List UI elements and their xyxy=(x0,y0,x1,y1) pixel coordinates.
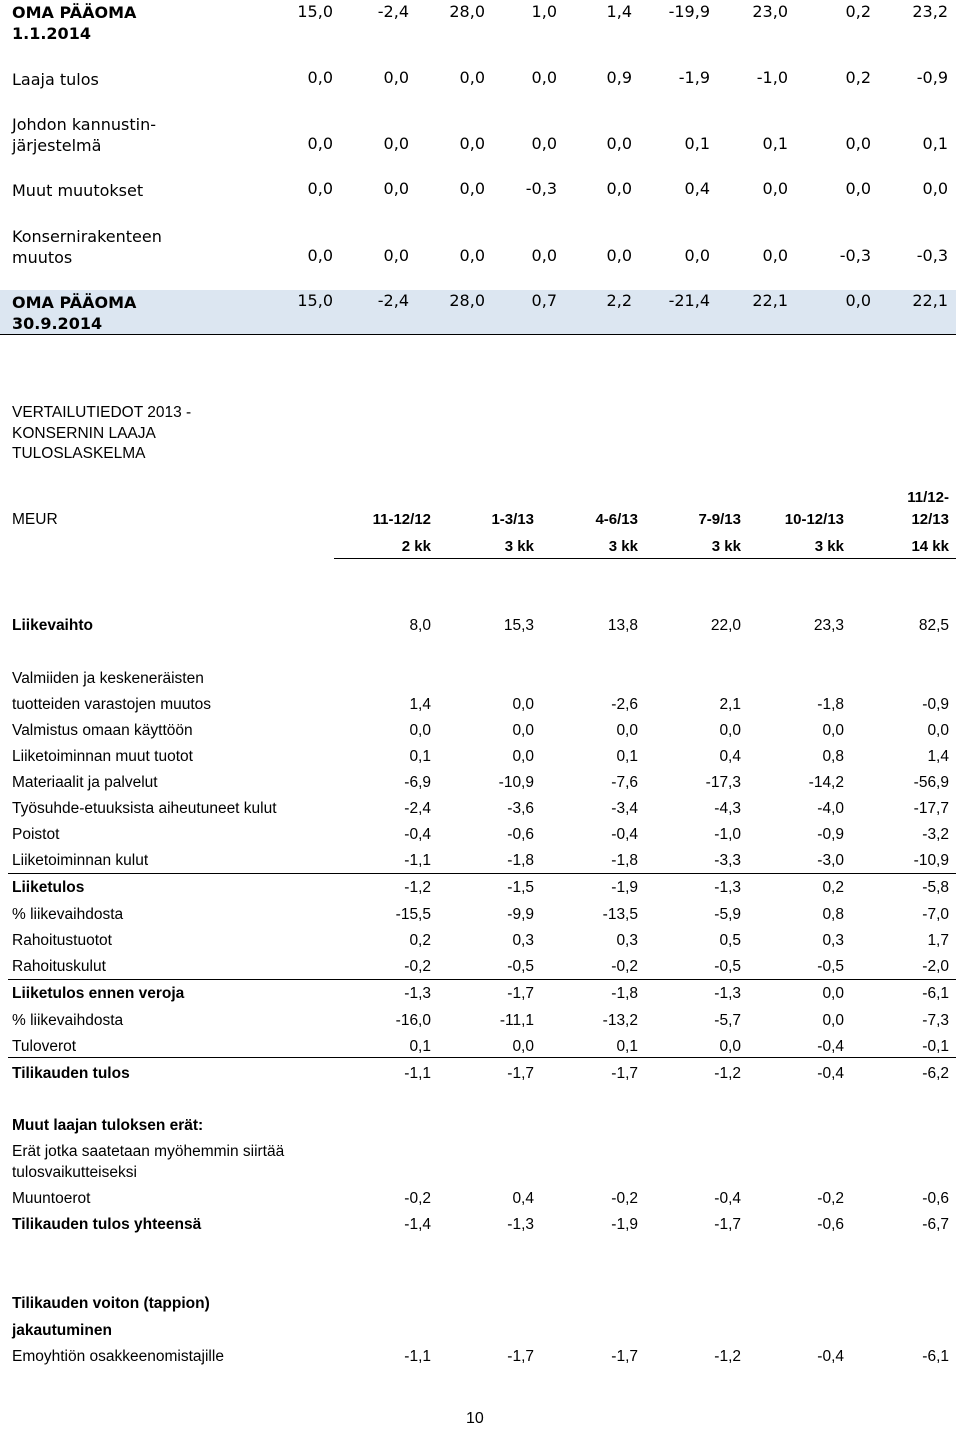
statement-value-cell: -5,7 xyxy=(714,1012,741,1029)
equity-value-cell: 0,0 xyxy=(845,134,871,153)
statement-value-cell: 0,0 xyxy=(616,722,638,739)
statement-row-label: Liikevaihto xyxy=(12,617,93,634)
statement-value-cell: 0,3 xyxy=(512,932,534,949)
statement-value-cell: 2,1 xyxy=(719,696,741,713)
equity-value-cell: 0,0 xyxy=(845,291,871,310)
equity-value-cell: 0,0 xyxy=(307,246,333,265)
statement-row xyxy=(0,1038,956,1064)
statement-row-label: jakautuminen xyxy=(12,1322,112,1339)
statement-value-cell: 22,0 xyxy=(710,617,741,634)
statement-row-label: Tilikauden tulos yhteensä xyxy=(12,1216,202,1233)
statement-value-cell: 23,3 xyxy=(813,617,844,634)
duration-header: 14 kk xyxy=(911,538,949,555)
equity-value-cell: -0,3 xyxy=(839,246,871,265)
statement-value-cell: -0,2 xyxy=(611,1190,638,1207)
statement-value-cell: -9,9 xyxy=(507,906,534,923)
equity-row-label: OMA PÄÄOMA xyxy=(12,3,137,22)
equity-value-cell: 0,2 xyxy=(845,2,871,21)
statement-value-cell: -0,9 xyxy=(922,696,949,713)
equity-value-cell: 0,0 xyxy=(922,179,948,198)
period-header: 11-12/12 xyxy=(372,511,431,528)
statement-value-cell: -1,0 xyxy=(714,826,741,843)
header-underline xyxy=(334,558,956,559)
statement-row-label: Poistot xyxy=(12,826,60,843)
statement-row xyxy=(0,617,956,643)
duration-header: 3 kk xyxy=(608,538,638,555)
statement-value-cell: -0,4 xyxy=(817,1348,844,1365)
statement-value-cell: 0,3 xyxy=(616,932,638,949)
statement-value-cell: -0,2 xyxy=(404,1190,431,1207)
statement-value-cell: -1,9 xyxy=(611,879,638,896)
equity-value-cell: 0,9 xyxy=(606,68,632,87)
statement-row xyxy=(0,1117,956,1143)
equity-value-cell: 0,0 xyxy=(307,134,333,153)
equity-value-cell: -2,4 xyxy=(377,2,409,21)
title-line: KONSERNIN LAAJA xyxy=(12,424,156,442)
statement-value-cell: 0,3 xyxy=(822,932,844,949)
statement-row-label: Liiketulos ennen veroja xyxy=(12,985,185,1002)
statement-value-cell: -1,8 xyxy=(611,985,638,1002)
subtotal-rule xyxy=(8,979,956,980)
statement-value-cell: -1,7 xyxy=(714,1216,741,1233)
equity-value-cell: 0,0 xyxy=(531,134,557,153)
statement-value-cell: 0,0 xyxy=(512,696,534,713)
statement-value-cell: -0,2 xyxy=(404,958,431,975)
statement-value-cell: -3,2 xyxy=(922,826,949,843)
statement-value-cell: -1,5 xyxy=(507,879,534,896)
statement-row xyxy=(0,906,956,932)
equity-value-cell: 0,7 xyxy=(531,291,557,310)
equity-value-cell: 0,0 xyxy=(531,246,557,265)
statement-row xyxy=(0,696,956,722)
statement-row-label: Liiketoiminnan muut tuotot xyxy=(12,748,193,765)
equity-value-cell: -1,0 xyxy=(756,68,788,87)
statement-row-label: Liiketoiminnan kulut xyxy=(12,852,149,869)
equity-value-cell: 0,0 xyxy=(307,179,333,198)
statement-value-cell: 0,0 xyxy=(719,722,741,739)
statement-value-cell: -13,2 xyxy=(602,1012,638,1029)
statement-value-cell: -4,0 xyxy=(817,800,844,817)
statement-value-cell: -1,3 xyxy=(714,985,741,1002)
statement-value-cell: 0,0 xyxy=(409,722,431,739)
statement-value-cell: -15,5 xyxy=(395,906,431,923)
statement-row xyxy=(0,774,956,800)
equity-value-cell: -2,4 xyxy=(377,291,409,310)
equity-value-cell: 28,0 xyxy=(449,291,485,310)
statement-value-cell: -0,1 xyxy=(922,1038,949,1055)
statement-value-cell: -2,0 xyxy=(922,958,949,975)
statement-row xyxy=(0,932,956,958)
statement-row xyxy=(0,1216,956,1242)
statement-row xyxy=(0,722,956,748)
statement-value-cell: -6,9 xyxy=(404,774,431,791)
statement-row xyxy=(0,1348,956,1374)
unit-label: MEUR xyxy=(12,511,58,528)
statement-value-cell: 13,8 xyxy=(607,617,638,634)
statement-value-cell: 0,8 xyxy=(822,748,844,765)
statement-value-cell: -0,9 xyxy=(817,826,844,843)
statement-value-cell: -1,9 xyxy=(611,1216,638,1233)
statement-row-label: Valmistus omaan käyttöön xyxy=(12,722,193,739)
statement-value-cell: -0,4 xyxy=(611,826,638,843)
equity-value-cell: 15,0 xyxy=(297,2,333,21)
equity-value-cell: 22,1 xyxy=(752,291,788,310)
statement-value-cell: -10,9 xyxy=(498,774,534,791)
statement-value-cell: -7,6 xyxy=(611,774,638,791)
equity-value-cell: 0,0 xyxy=(383,179,409,198)
statement-value-cell: 0,2 xyxy=(409,932,431,949)
equity-value-cell: 0,0 xyxy=(383,68,409,87)
page-number: 10 xyxy=(466,1410,484,1427)
duration-header: 3 kk xyxy=(814,538,844,555)
duration-header: 3 kk xyxy=(711,538,741,555)
statement-value-cell: 0,0 xyxy=(512,722,534,739)
statement-row-label: Erät jotka saatetaan myöhemmin siirtää xyxy=(12,1143,285,1160)
subtotal-rule xyxy=(8,1057,956,1058)
equity-row-label: Muut muutokset xyxy=(12,181,144,200)
equity-value-cell: 28,0 xyxy=(449,2,485,21)
equity-value-cell: 23,0 xyxy=(752,2,788,21)
equity-table-bottom-border xyxy=(0,334,956,335)
statement-value-cell: -0,4 xyxy=(404,826,431,843)
statement-value-cell: 8,0 xyxy=(409,617,431,634)
statement-value-cell: -1,7 xyxy=(611,1065,638,1082)
statement-value-cell: -1,2 xyxy=(404,879,431,896)
equity-row-label: Johdon kannustin- xyxy=(12,115,156,134)
statement-value-cell: -17,3 xyxy=(705,774,741,791)
statement-value-cell: 0,0 xyxy=(822,1012,844,1029)
statement-row-label: Valmiiden ja keskeneräisten xyxy=(12,670,204,687)
statement-value-cell: -1,7 xyxy=(507,1348,534,1365)
statement-row-label: Emoyhtiön osakkeenomistajille xyxy=(12,1348,224,1365)
statement-row-label: % liikevaihdosta xyxy=(12,906,124,923)
statement-value-cell: -0,5 xyxy=(507,958,534,975)
statement-value-cell: 1,4 xyxy=(409,696,431,713)
statement-value-cell: -4,3 xyxy=(714,800,741,817)
equity-value-cell: -1,9 xyxy=(678,68,710,87)
equity-value-cell: 0,0 xyxy=(459,134,485,153)
statement-value-cell: -1,7 xyxy=(507,1065,534,1082)
statement-value-cell: -6,2 xyxy=(922,1065,949,1082)
statement-value-cell: -3,6 xyxy=(507,800,534,817)
statement-row xyxy=(0,985,956,1011)
statement-row xyxy=(0,800,956,826)
equity-value-cell: 0,2 xyxy=(845,68,871,87)
statement-value-cell: -7,3 xyxy=(922,1012,949,1029)
statement-row-label: Materiaalit ja palvelut xyxy=(12,774,158,791)
statement-row-label: tulosvaikutteiseksi xyxy=(12,1164,137,1181)
equity-row-label: muutos xyxy=(12,248,73,267)
statement-row-label: Tuloverot xyxy=(12,1038,77,1055)
equity-value-cell: 1,0 xyxy=(531,2,557,21)
statement-value-cell: -1,3 xyxy=(507,1216,534,1233)
statement-row-label: Rahoituskulut xyxy=(12,958,106,975)
statement-value-cell: -0,6 xyxy=(922,1190,949,1207)
statement-value-cell: -2,4 xyxy=(404,800,431,817)
statement-value-cell: -3,4 xyxy=(611,800,638,817)
equity-row-label: Konsernirakenteen xyxy=(12,227,162,246)
statement-value-cell: 15,3 xyxy=(503,617,534,634)
statement-row-label: Muuntoerot xyxy=(12,1190,91,1207)
statement-row-label: Tilikauden voiton (tappion) xyxy=(12,1295,210,1312)
equity-value-cell: 0,1 xyxy=(922,134,948,153)
statement-value-cell: -1,1 xyxy=(404,1348,431,1365)
equity-row-label: 30.9.2014 xyxy=(12,314,103,333)
statement-value-cell: -0,4 xyxy=(714,1190,741,1207)
period-header: 7-9/13 xyxy=(698,511,741,528)
statement-value-cell: -0,6 xyxy=(507,826,534,843)
equity-value-cell: -0,9 xyxy=(916,68,948,87)
period-header: 10-12/13 xyxy=(784,511,844,528)
statement-value-cell: 0,1 xyxy=(616,748,638,765)
statement-row xyxy=(0,958,956,984)
statement-value-cell: -3,3 xyxy=(714,852,741,869)
equity-value-cell: 0,0 xyxy=(307,68,333,87)
duration-header: 3 kk xyxy=(504,538,534,555)
statement-value-cell: 0,2 xyxy=(822,879,844,896)
statement-value-cell: -5,8 xyxy=(922,879,949,896)
equity-row-label: OMA PÄÄOMA xyxy=(12,293,137,312)
statement-value-cell: -10,9 xyxy=(913,852,949,869)
statement-row-label: % liikevaihdosta xyxy=(12,1012,124,1029)
equity-row-label: Laaja tulos xyxy=(12,70,99,89)
equity-value-cell: 0,0 xyxy=(459,179,485,198)
equity-value-cell: 0,0 xyxy=(762,179,788,198)
statement-row-label: Tilikauden tulos xyxy=(12,1065,130,1082)
statement-value-cell: 0,0 xyxy=(927,722,949,739)
equity-value-cell: -19,9 xyxy=(668,2,710,21)
statement-value-cell: -11,1 xyxy=(499,1012,534,1029)
statement-row xyxy=(0,670,956,696)
equity-value-cell: 15,0 xyxy=(297,291,333,310)
title-line: VERTAILUTIEDOT 2013 - xyxy=(12,404,192,421)
statement-row xyxy=(0,879,956,905)
equity-value-cell: -0,3 xyxy=(525,179,557,198)
statement-value-cell: -17,7 xyxy=(913,800,949,817)
statement-value-cell: 0,0 xyxy=(512,748,534,765)
statement-value-cell: 0,1 xyxy=(409,748,431,765)
statement-value-cell: -1,8 xyxy=(611,852,638,869)
statement-value-cell: 0,1 xyxy=(409,1038,431,1055)
statement-value-cell: 82,5 xyxy=(918,617,949,634)
equity-row-label: järjestelmä xyxy=(12,136,102,155)
statement-value-cell: -1,1 xyxy=(404,852,431,869)
statement-value-cell: 0,1 xyxy=(616,1038,638,1055)
equity-value-cell: 0,0 xyxy=(606,179,632,198)
period-header: 1-3/13 xyxy=(491,511,534,528)
statement-value-cell: 1,7 xyxy=(927,932,949,949)
statement-row xyxy=(0,1012,956,1038)
statement-value-cell: -1,4 xyxy=(404,1216,431,1233)
equity-value-cell: 1,4 xyxy=(606,2,632,21)
statement-value-cell: -1,8 xyxy=(507,852,534,869)
statement-value-cell: -0,5 xyxy=(714,958,741,975)
statement-row xyxy=(0,1164,956,1190)
equity-value-cell: 0,0 xyxy=(606,134,632,153)
equity-value-cell: 22,1 xyxy=(912,291,948,310)
statement-value-cell: 0,8 xyxy=(822,906,844,923)
statement-value-cell: -1,3 xyxy=(404,985,431,1002)
statement-row-label: Työsuhde-etuuksista aiheutuneet kulut xyxy=(12,800,277,817)
equity-row-label: 1.1.2014 xyxy=(12,24,91,43)
period-header-top-line: 11/12- xyxy=(907,489,949,506)
equity-value-cell: 0,0 xyxy=(684,246,710,265)
statement-row xyxy=(0,1295,956,1321)
statement-value-cell: 1,4 xyxy=(927,748,949,765)
subtotal-rule xyxy=(8,873,956,874)
statement-value-cell: 0,0 xyxy=(822,985,844,1002)
statement-value-cell: -0,6 xyxy=(817,1216,844,1233)
period-header: 4-6/13 xyxy=(595,511,638,528)
statement-row-label: Liiketulos xyxy=(12,879,85,896)
statement-value-cell: 0,5 xyxy=(719,932,741,949)
equity-value-cell: 0,1 xyxy=(684,134,710,153)
statement-value-cell: -2,6 xyxy=(611,696,638,713)
equity-value-cell: 0,0 xyxy=(459,246,485,265)
statement-row xyxy=(0,1190,956,1216)
period-header: 12/13 xyxy=(911,511,949,528)
statement-value-cell: -6,1 xyxy=(922,1348,949,1365)
equity-value-cell: 23,2 xyxy=(912,2,948,21)
equity-value-cell: 0,0 xyxy=(531,68,557,87)
statement-value-cell: -0,2 xyxy=(611,958,638,975)
statement-value-cell: -1,2 xyxy=(714,1065,741,1082)
income-statement-title xyxy=(12,403,191,465)
statement-value-cell: -14,2 xyxy=(808,774,844,791)
equity-value-cell: 0,0 xyxy=(845,179,871,198)
equity-value-cell: 0,0 xyxy=(383,134,409,153)
statement-value-cell: 0,0 xyxy=(719,1038,741,1055)
statement-value-cell: -6,7 xyxy=(922,1216,949,1233)
statement-value-cell: -0,5 xyxy=(817,958,844,975)
equity-value-cell: -0,3 xyxy=(916,246,948,265)
statement-value-cell: -1,3 xyxy=(714,879,741,896)
equity-value-cell: 0,0 xyxy=(606,246,632,265)
statement-row xyxy=(0,826,956,852)
equity-value-cell: 2,2 xyxy=(606,291,632,310)
statement-value-cell: -16,0 xyxy=(395,1012,431,1029)
statement-row xyxy=(0,1065,956,1091)
equity-value-cell: 0,0 xyxy=(383,246,409,265)
equity-value-cell: -21,4 xyxy=(668,291,710,310)
statement-value-cell: 0,4 xyxy=(512,1190,534,1207)
statement-value-cell: -5,9 xyxy=(714,906,741,923)
statement-value-cell: -56,9 xyxy=(913,774,949,791)
statement-value-cell: -1,8 xyxy=(817,696,844,713)
title-line: TULOSLASKELMA xyxy=(12,445,146,462)
statement-value-cell: -13,5 xyxy=(602,906,638,923)
statement-row-label: Muut laajan tuloksen erät: xyxy=(12,1117,204,1134)
duration-header: 2 kk xyxy=(401,538,431,555)
statement-value-cell: -1,2 xyxy=(714,1348,741,1365)
statement-value-cell: 0,0 xyxy=(822,722,844,739)
statement-value-cell: -1,7 xyxy=(611,1348,638,1365)
equity-value-cell: 0,0 xyxy=(459,68,485,87)
statement-value-cell: -0,2 xyxy=(817,1190,844,1207)
statement-value-cell: -1,7 xyxy=(507,985,534,1002)
statement-value-cell: -0,4 xyxy=(817,1038,844,1055)
statement-value-cell: 0,4 xyxy=(719,748,741,765)
statement-value-cell: -1,1 xyxy=(404,1065,431,1082)
equity-value-cell: 0,4 xyxy=(684,179,710,198)
statement-value-cell: -3,0 xyxy=(817,852,844,869)
equity-value-cell: 0,1 xyxy=(762,134,788,153)
statement-row-label: Rahoitustuotot xyxy=(12,932,112,949)
statement-value-cell: -7,0 xyxy=(922,906,949,923)
statement-value-cell: -6,1 xyxy=(922,985,949,1002)
statement-value-cell: -0,4 xyxy=(817,1065,844,1082)
statement-value-cell: 0,0 xyxy=(512,1038,534,1055)
statement-row xyxy=(0,748,956,774)
statement-row xyxy=(0,1322,956,1348)
statement-row-label: tuotteiden varastojen muutos xyxy=(12,696,212,713)
statement-row xyxy=(0,852,956,878)
equity-value-cell: 0,0 xyxy=(762,246,788,265)
